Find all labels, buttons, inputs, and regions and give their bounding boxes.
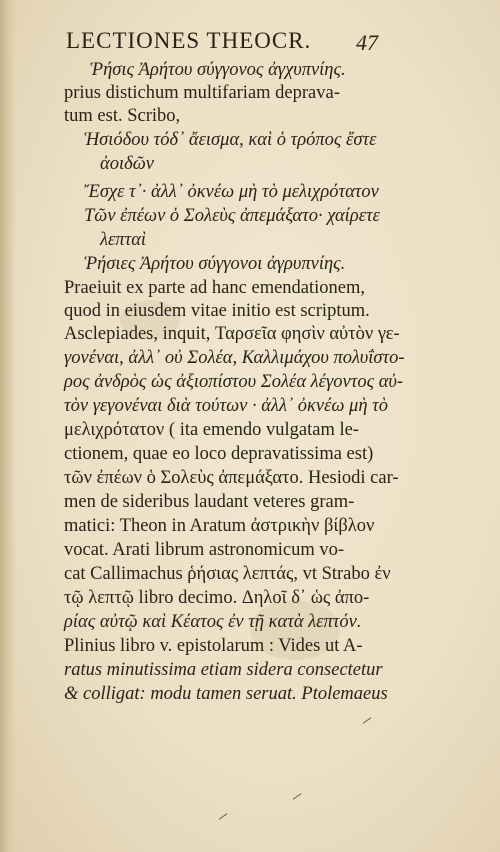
text-line: Τῶν ἐπέων ὁ Σολεὺς ἀπεμάξατο· χαίρετε <box>84 206 380 226</box>
text-line: Praeiuit ex parte ad hanc emendationem, <box>64 278 366 298</box>
text-line: quod in eiusdem vitae initio est scriptum. <box>64 301 370 321</box>
text-line: men de sideribus laudant veteres gram- <box>64 492 355 512</box>
text-line: & colligat: modu tamen seruat. Ptolemaeus <box>64 684 388 704</box>
text-line: Ἡσιόδου τόδ᾽ ἄεισμα, καὶ ὁ τρόπος ἔστε <box>84 130 377 150</box>
ink-mark <box>219 813 228 820</box>
text-line: ratus minutissima etiam sidera consectetur <box>64 660 383 680</box>
text-line: τῷ λεπτῷ libro decimo. Δηλοῖ δ᾽ ὡς ἀπο- <box>64 588 370 608</box>
ink-mark <box>293 793 302 800</box>
text-line: Ῥήσιες Ἀρήτου σύγγονοι ἀγρυπνίης. <box>84 254 346 274</box>
page-number: 47 <box>356 30 378 55</box>
running-title: LECTIONES THEOCR. <box>66 28 312 53</box>
text-line: γονέναι, ἀλλ᾽ οὐ Σολέα, Καλλιμάχου πολυΐστο- <box>64 348 405 368</box>
text-line: λεπταὶ <box>100 230 147 250</box>
text-line: τῶν ἐπέων ὁ Σολεὺς ἀπεμάξατο. Hesiodi car- <box>64 468 399 488</box>
text-line: ctionem, quae eo loco depravatissima est) <box>64 444 374 464</box>
ink-mark <box>363 717 372 724</box>
text-line: Asclepiades, inquit, Ταρσεῖα φησὶν αὐτὸν γε- <box>64 324 400 344</box>
text-line: ἀοιδῶν <box>100 154 154 174</box>
text-line: ρος ἀνδρὸς ὡς ἀξιοπίστου Σολέα λέγοντος αὐ- <box>64 372 404 392</box>
text-line: cat Callimachus ῥήσιας λεπτάς, vt Strabo ἐν <box>64 564 391 584</box>
text-line: tum est. Scribo, <box>64 106 181 126</box>
text-line: Ἔσχε τ᾽· ἀλλ᾽ ὀκνέω μὴ τὸ μελιχρότατον <box>84 182 379 202</box>
text-line: Plinius libro v. epistolarum : Vides ut A- <box>64 636 363 656</box>
text-line: matici: Theon in Aratum ἀστρικὴν βίβλον <box>64 516 375 536</box>
text-line: Ῥήσις Ἀρήτου σύγγονος ἀγχυπνίης. <box>90 60 346 80</box>
text-line: ρίας αὐτῷ καὶ Κέατος ἐν τῇ κατὰ λεπτόν. <box>64 612 362 632</box>
text-line: vocat. Arati librum astronomicum vo- <box>64 540 345 560</box>
text-line: τὸν γεγονέναι διὰ τούτων · ἀλλ᾽ ὀκνέω μὴ τὸ <box>64 396 389 416</box>
binding-gutter <box>0 0 16 852</box>
text-line: prius distichum multifariam deprava- <box>64 83 340 103</box>
text-line: μελιχρότατον ( ita emendo vulgatam le- <box>64 420 359 440</box>
